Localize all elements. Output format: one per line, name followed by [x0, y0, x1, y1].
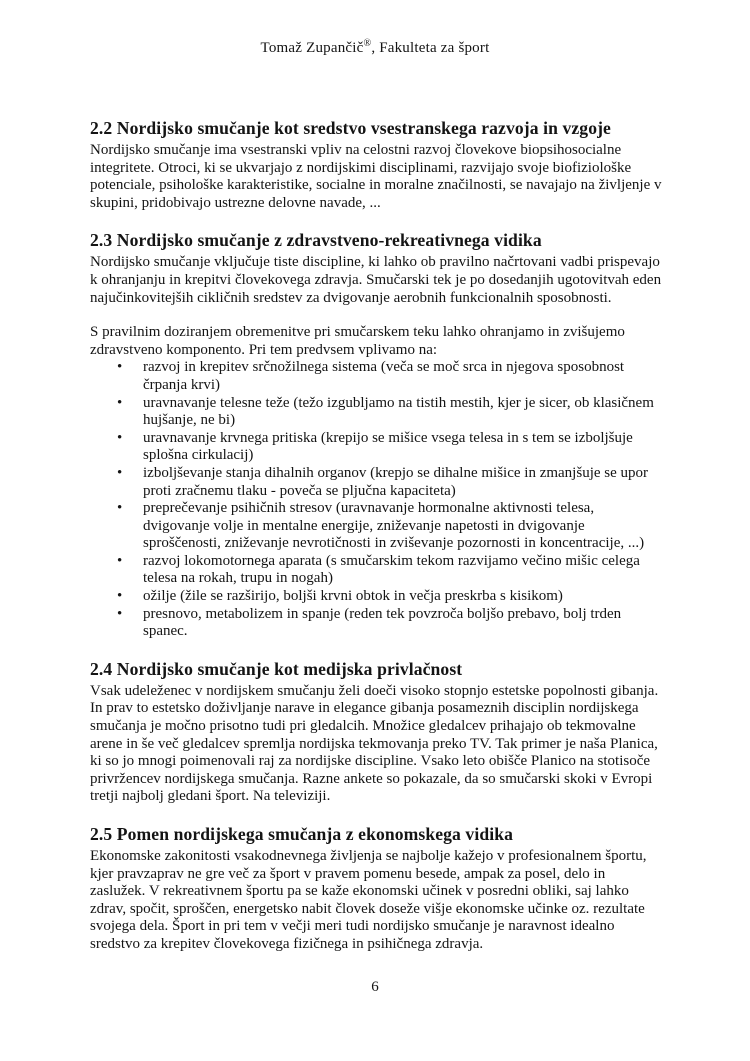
section-2-4-title: 2.4 Nordijsko smučanje kot medijska privlačnost [90, 658, 463, 679]
page-number: 6 [371, 979, 379, 995]
list-item [90, 606, 664, 641]
page-header [0, 40, 750, 57]
list-item [90, 500, 664, 553]
health-benefits-list [90, 359, 664, 641]
list-item [90, 553, 664, 588]
registered-mark: ® [363, 38, 372, 49]
list-item [90, 430, 664, 465]
bullet-icon: • [117, 588, 123, 605]
page-content [90, 118, 664, 954]
section-2-3-title: 2.3 Nordijsko smučanje z zdravstveno-rekreativnega vidika [90, 230, 542, 251]
list-item [90, 465, 664, 500]
section-2-3-paragraph-2: S pravilnim doziranjem obremenitve pri smučarskem teku lahko ohranjamo in zvišujemo zdravstveno komponento. Pri tem predvsem vplivamo na: [90, 324, 625, 358]
list-item [90, 359, 664, 394]
list-item-text: presnovo, metabolizem in spanje (reden tek povzroča boljšo prebavo, bolj trden spanec. [143, 605, 622, 640]
bullet-icon: • [117, 464, 123, 481]
section-2-2-title: 2.2 Nordijsko smučanje kot sredstvo vsestranskega razvoja in vzgoje [90, 118, 611, 138]
list-item-text: uravnavanje krvnega pritiska (krepijo se mišice vsega telesa in s tem se izboljšuje splošna cirkulacij) [143, 429, 633, 464]
bullet-icon: • [117, 500, 123, 517]
section-2-5-paragraph: Ekonomske zakonitosti vsakodnevnega življenja se najbolje kažejo v profesionalnem športu, kjer pravzaprav ne gre več za šport v pravem pomenu besede, ampak za posel, delo in zaslužek. V rekreativnem športu pa se kaže ekonomski učinek v posredni obliki, saj lahko zdrav, spočit, sproščen, energetsko nabit človek doseže višje ekonomske učinke oz. rezultate svojega dela. Šport in pri tem v večji meri tudi nordijsko smučanje je naravnost idealno sredstvo za krepitev človekovega fizičnega in psihičnega zdravja. [90, 848, 647, 952]
bullet-icon: • [117, 552, 123, 569]
list-item-text: uravnavanje telesne teže (težo izgubljamo na tistih mestih, kjer je sicer, ob klasičnem hujšanje, ne bi) [143, 394, 654, 429]
list-item-text: ožilje (žile se razširijo, boljši krvni obtok in večja preskrba s kisikom) [143, 588, 563, 605]
section-2-2-paragraph: Nordijsko smučanje ima vsestranski vpliv na celostni razvoj človekove biopsihosocialne integritete. Otroci, ki se ukvarjajo z nordijskimi disciplinami, razvijajo svoje biofiziološke potenciale, psihološke karakteristike, socialne in moralne značilnosti, se navajajo na življenje v skupini, pridobivajo ustrezne delovne navade, ... [90, 142, 662, 211]
bullet-icon: • [117, 394, 123, 411]
bullet-icon: • [117, 359, 123, 376]
author-name: Tomaž Zupančič [260, 40, 364, 56]
list-item [90, 395, 664, 430]
section-2-3-paragraph-1: Nordijsko smučanje vključuje tiste discipline, ki lahko ob pravilno načrtovani vadbi prispevajo k ohranjanju in krepitvi človekovega zdravja. Smučarski tek je po dosedanjih ugotovitvah eden najučinkovitejših cikličnih sredstev za dvigovanje aerobnih funkcionalnih sposobnosti. [90, 254, 662, 306]
list-item [90, 588, 664, 606]
list-item-text: razvoj in krepitev srčnožilnega sistema (veča se moč srca in njegova sposobnost črpanja krvi) [143, 359, 625, 393]
bullet-icon: • [117, 605, 123, 622]
bullet-icon: • [117, 429, 123, 446]
section-2-4-paragraph: Vsak udeleženec v nordijskem smučanju želi doeči visoko stopnjo estetske popolnosti gibanja. In prav to estetsko doživljanje narave in elegance gibanja posameznih disciplin nordijskega smučanja je močno prisotno tudi pri gledalcih. Množice gledalcev prihajajo ob tekmovalne arene in še več gledalcev spremlja nordijska tekmovanja preko TV. Tak primer je naša Planica, ki so jo mnogi poimenovali raj za nordijske discipline. Vsako leto obišče Planico na stotisoče privržencev nordijskega smučanja. Razne ankete so pokazale, da so smučarski skoki v Evropi tretji najbolj gledani šport. Na televiziji. [90, 682, 659, 805]
list-item-text: izboljševanje stanja dihalnih organov (krepjo se dihalne mišice in zmanjšuje se upor proti zračnemu tlaku - poveča se pljučna kapaciteta) [143, 464, 649, 499]
affiliation: , Fakulteta za šport [371, 40, 490, 56]
list-item-text: razvoj lokomotornega aparata (s smučarskim tekom razvijamo večino mišic celega telesa na rokah, trupu in nogah) [143, 552, 640, 587]
list-item-text: preprečevanje psihičnih stresov (uravnavanje hormonalne aktivnosti telesa, dvigovanje volje in mentalne energije, zniževanje napetosti in dvigovanje sproščenosti, zniževanje nevrotičnosti in zviševanje pozornosti in koncentracije, ...) [143, 500, 645, 552]
section-2-5-title: 2.5 Pomen nordijskega smučanja z ekonomskega vidika [90, 824, 513, 844]
